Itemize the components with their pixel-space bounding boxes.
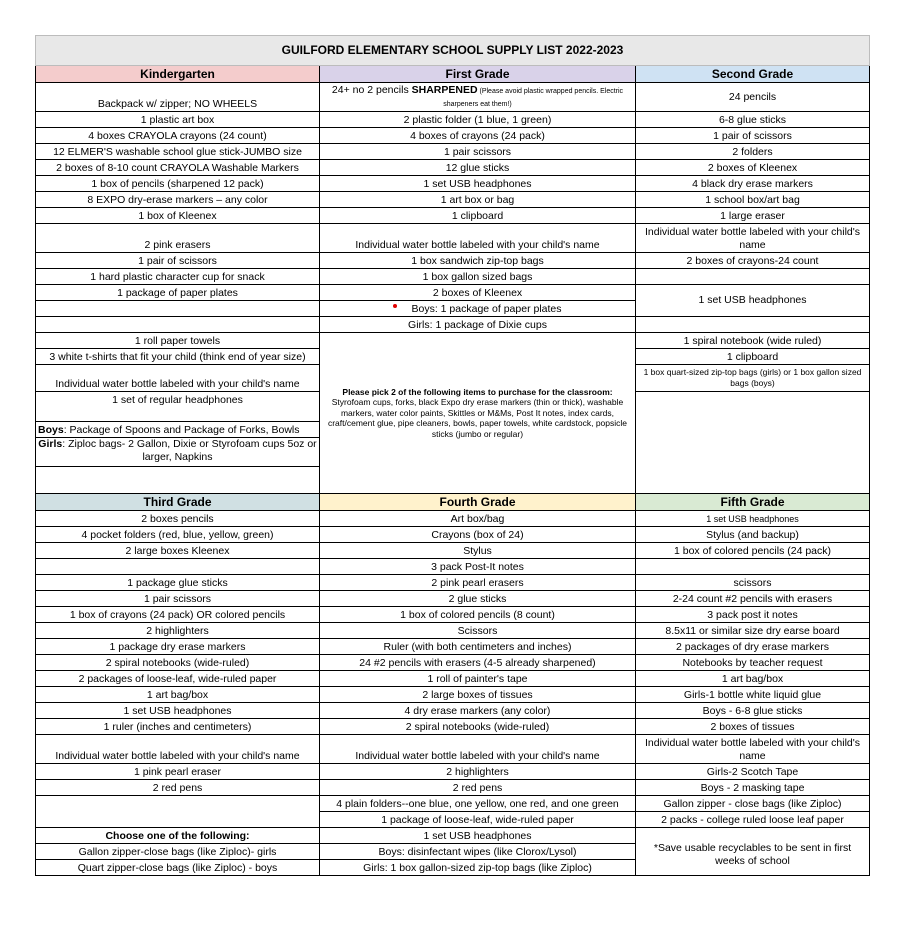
g2-item[interactable]: Individual water bottle labeled with your child's name [636, 224, 870, 253]
g3-empty-cell [36, 796, 320, 812]
g1-item[interactable]: 2 boxes of Kleenex [320, 285, 636, 301]
g4-item[interactable]: Ruler (with both centimeters and inches) [320, 639, 636, 655]
k-item[interactable]: 1 box of pencils (sharpened 12 pack) [36, 176, 320, 192]
g4-item[interactable]: 2 spiral notebooks (wide-ruled) [320, 719, 636, 735]
g5-item[interactable]: 1 art bag/box [636, 671, 870, 687]
g1-item[interactable]: Girls: 1 package of Dixie cups [320, 317, 636, 333]
g5-recyclables-note[interactable]: *Save usable recyclables to be sent in first weeks of school [636, 828, 870, 876]
g5-item[interactable]: Individual water bottle labeled with your child's name [636, 735, 870, 764]
g2-item[interactable]: 1 box quart-sized zip-top bags (girls) or 1 box gallon sized bags (boys) [636, 365, 870, 392]
g3-item[interactable]: Individual water bottle labeled with your child's name [36, 735, 320, 764]
k-girls-text: : Ziploc bags- 2 Gallon, Dixie or Styrofoam cups 5oz or larger, Napkins [62, 438, 317, 463]
g4-item[interactable]: 1 roll of painter's tape [320, 671, 636, 687]
g4-item[interactable]: 1 set USB headphones [320, 828, 636, 844]
k-boys-label: Boys [38, 424, 64, 436]
g5-item[interactable]: 2 packages of dry erase markers [636, 639, 870, 655]
g5-item[interactable]: scissors [636, 575, 870, 591]
k-empty-cell [36, 317, 320, 333]
g1-item[interactable]: 1 box sandwich zip-top bags [320, 253, 636, 269]
g4-item[interactable]: Stylus [320, 543, 636, 559]
g2-item[interactable]: 6-8 glue sticks [636, 112, 870, 128]
k-item[interactable]: 1 package of paper plates [36, 285, 320, 301]
bullet-icon [393, 304, 397, 308]
g2-item[interactable]: 24 pencils [636, 83, 870, 112]
k-item[interactable]: Backpack w/ zipper; NO WHEELS [36, 83, 320, 112]
g3-item[interactable]: 2 highlighters [36, 623, 320, 639]
header-first-grade[interactable]: First Grade [320, 66, 636, 83]
g2-empty-cell [636, 317, 870, 333]
k-empty-cell [36, 301, 320, 317]
supply-list-sheet [35, 35, 869, 876]
g4-item[interactable]: 2 highlighters [320, 764, 636, 780]
g5-item[interactable]: 2 packs - college ruled loose leaf paper [636, 812, 870, 828]
header-fifth-grade[interactable]: Fifth Grade [636, 494, 870, 511]
k-boys-item[interactable] [36, 422, 320, 438]
g2-item[interactable]: 2 folders [636, 144, 870, 160]
k-item[interactable]: 8 EXPO dry-erase markers – any color [36, 192, 320, 208]
g2-item[interactable]: 1 school box/art bag [636, 192, 870, 208]
g3-item[interactable]: Quart zipper-close bags (like Ziploc) - boys [36, 860, 320, 876]
g3-item[interactable]: 1 package dry erase markers [36, 639, 320, 655]
g1-item[interactable]: 2 plastic folder (1 blue, 1 green) [320, 112, 636, 128]
header-fourth-grade[interactable]: Fourth Grade [320, 494, 636, 511]
k-item[interactable]: 1 pair of scissors [36, 253, 320, 269]
g1-pick-title: Please pick 2 of the following items to purchase for the classroom: [342, 386, 613, 397]
g3-item[interactable]: 1 pink pearl eraser [36, 764, 320, 780]
g5-empty-cell [636, 559, 870, 575]
g1-pencils-text: 24+ no 2 pencils [331, 84, 412, 96]
g1-boys-text: Boys: 1 package of paper plates [411, 303, 562, 315]
k-item[interactable]: 1 roll paper towels [36, 333, 320, 349]
g5-item[interactable]: Notebooks by teacher request [636, 655, 870, 671]
g1-item-pencils[interactable] [320, 83, 636, 112]
g1-sharpened-text: SHARPENED [411, 84, 478, 96]
g4-item[interactable]: Boys: disinfectant wipes (like Clorox/Lysol) [320, 844, 636, 860]
g2-item[interactable]: 1 pair of scissors [636, 128, 870, 144]
g1-item[interactable]: 12 glue sticks [320, 160, 636, 176]
g2-item[interactable]: 1 spiral notebook (wide ruled) [636, 333, 870, 349]
g3-item[interactable]: 2 boxes pencils [36, 511, 320, 527]
g3-empty-cell [36, 812, 320, 828]
g1-item[interactable]: 1 clipboard [320, 208, 636, 224]
sheet-title: GUILFORD ELEMENTARY SCHOOL SUPPLY LIST 2022-2023 [36, 36, 870, 66]
g3-item[interactable]: 4 pocket folders (red, blue, yellow, green) [36, 527, 320, 543]
k-spacer [36, 407, 320, 422]
header-third-grade[interactable]: Third Grade [36, 494, 320, 511]
g4-item[interactable]: 2 large boxes of tissues [320, 687, 636, 703]
g5-item[interactable]: Girls-2 Scotch Tape [636, 764, 870, 780]
g5-item[interactable]: 1 set USB headphones [636, 511, 870, 527]
k-girls-item[interactable] [36, 438, 320, 467]
g5-item[interactable]: Girls-1 bottle white liquid glue [636, 687, 870, 703]
g5-item[interactable]: 2-24 count #2 pencils with erasers [636, 591, 870, 607]
k-item[interactable]: 4 boxes CRAYOLA crayons (24 count) [36, 128, 320, 144]
g1-pick-two-box [320, 333, 636, 494]
g3-item[interactable]: 1 ruler (inches and centimeters) [36, 719, 320, 735]
g4-item[interactable]: Art box/bag [320, 511, 636, 527]
g1-item[interactable]: 1 box gallon sized bags [320, 269, 636, 285]
g2-item[interactable]: 1 large eraser [636, 208, 870, 224]
header-kindergarten[interactable]: Kindergarten [36, 66, 320, 83]
g4-item[interactable]: 2 glue sticks [320, 591, 636, 607]
k-item[interactable]: 2 pink erasers [36, 224, 320, 253]
g3-item[interactable]: 2 large boxes Kleenex [36, 543, 320, 559]
g5-item[interactable]: Stylus (and backup) [636, 527, 870, 543]
header-second-grade[interactable]: Second Grade [636, 66, 870, 83]
g5-item[interactable]: 8.5x11 or similar size dry earse board [636, 623, 870, 639]
g3-item[interactable]: 2 packages of loose-leaf, wide-ruled paper [36, 671, 320, 687]
g4-item[interactable]: 3 pack Post-It notes [320, 559, 636, 575]
g4-item[interactable]: 4 plain folders--one blue, one yellow, one red, and one green [320, 796, 636, 812]
g4-item[interactable]: 1 package of loose-leaf, wide-ruled paper [320, 812, 636, 828]
g3-item[interactable]: Gallon zipper-close bags (like Ziploc)- girls [36, 844, 320, 860]
g3-item[interactable]: Choose one of the following: [36, 828, 320, 844]
g4-item[interactable]: 2 red pens [320, 780, 636, 796]
k-item[interactable]: 1 box of Kleenex [36, 208, 320, 224]
g4-item[interactable]: 4 dry erase markers (any color) [320, 703, 636, 719]
g1-item[interactable]: 1 set USB headphones [320, 176, 636, 192]
g1-pencils-note: (Please avoid plastic wrapped pencils. Electric sharpeners eat them!) [443, 88, 624, 108]
g2-item[interactable]: 1 clipboard [636, 349, 870, 365]
g5-item[interactable]: 2 boxes of tissues [636, 719, 870, 735]
g5-item[interactable]: 1 box of colored pencils (24 pack) [636, 543, 870, 559]
g2-item[interactable]: 2 boxes of crayons-24 count [636, 253, 870, 269]
g1-item[interactable]: 1 art box or bag [320, 192, 636, 208]
supply-table [35, 35, 870, 876]
g1-item[interactable]: Individual water bottle labeled with your child's name [320, 224, 636, 253]
g3-item[interactable]: 1 pair scissors [36, 591, 320, 607]
g1-pick-list: Styrofoam cups, forks, black Expo dry erase markers (thin or thick), washable markers, water color paints, Skittles or M&Ms, Post It notes, index cards, craft/cement glue, pipe cleaners, bowls, paper towels, white cardstock, popsicle sticks (jumbo or regular) [327, 397, 628, 439]
k-item[interactable]: 1 set of regular headphones [36, 392, 320, 408]
g4-item[interactable]: 2 pink pearl erasers [320, 575, 636, 591]
k-girls-label: Girls [38, 438, 63, 450]
g2-empty-area [636, 392, 870, 494]
k-item[interactable]: 2 boxes of 8-10 count CRAYOLA Washable Markers [36, 160, 320, 176]
g4-item[interactable]: Individual water bottle labeled with your child's name [320, 735, 636, 764]
g4-item[interactable]: Crayons (box of 24) [320, 527, 636, 543]
g4-item[interactable]: 24 #2 pencils with erasers (4-5 already sharpened) [320, 655, 636, 671]
g4-item[interactable]: 1 box of colored pencils (8 count) [320, 607, 636, 623]
g4-item[interactable]: Scissors [320, 623, 636, 639]
g4-item[interactable]: Girls: 1 box gallon-sized zip-top bags (like Ziploc) [320, 860, 636, 876]
g3-item[interactable]: 1 box of crayons (24 pack) OR colored pencils [36, 607, 320, 623]
g3-item[interactable]: 1 package glue sticks [36, 575, 320, 591]
k-item[interactable]: 12 ELMER'S washable school glue stick-JUMBO size [36, 144, 320, 160]
g5-item[interactable]: Gallon zipper - close bags (like Ziploc) [636, 796, 870, 812]
g2-item[interactable]: 4 black dry erase markers [636, 176, 870, 192]
g3-item[interactable]: 1 set USB headphones [36, 703, 320, 719]
k-item[interactable]: 3 white t-shirts that fit your child (think end of year size) [36, 349, 320, 365]
g3-empty-cell [36, 559, 320, 575]
g3-item[interactable]: 1 art bag/box [36, 687, 320, 703]
k-item[interactable]: 1 hard plastic character cup for snack [36, 269, 320, 285]
g3-item[interactable]: 2 spiral notebooks (wide-ruled) [36, 655, 320, 671]
g2-empty-cell [636, 269, 870, 285]
g1-item-boys[interactable] [320, 301, 636, 317]
g2-item[interactable]: 1 set USB headphones [636, 285, 870, 317]
g5-item[interactable]: Boys - 6-8 glue sticks [636, 703, 870, 719]
g1-item[interactable]: 4 boxes of crayons (24 pack) [320, 128, 636, 144]
lower-grades-body [36, 511, 870, 876]
g1-item[interactable]: 1 pair scissors [320, 144, 636, 160]
k-item[interactable]: 1 plastic art box [36, 112, 320, 128]
k-item[interactable]: Individual water bottle labeled with your child's name [36, 365, 320, 392]
g5-item[interactable]: 3 pack post it notes [636, 607, 870, 623]
k-boys-text: : Package of Spoons and Package of Forks, Bowls [63, 424, 300, 436]
g3-item[interactable]: 2 red pens [36, 780, 320, 796]
k-spacer [36, 467, 320, 494]
g2-item[interactable]: 2 boxes of Kleenex [636, 160, 870, 176]
g5-item[interactable]: Boys - 2 masking tape [636, 780, 870, 796]
